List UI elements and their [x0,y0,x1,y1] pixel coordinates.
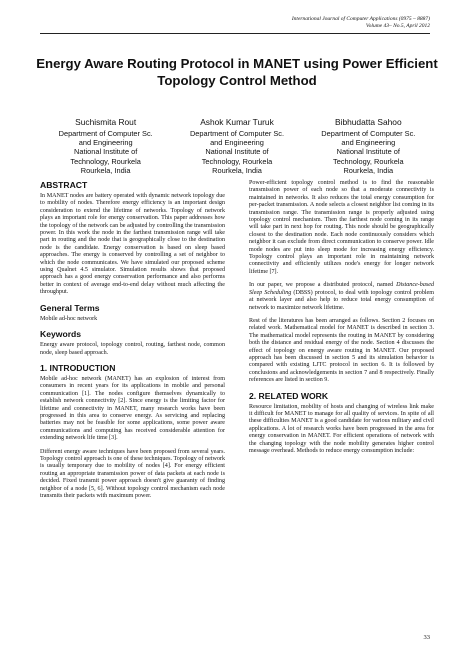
page-number: 33 [423,634,430,641]
general-terms-heading: General Terms [40,302,100,313]
introduction-heading: 1. INTRODUCTION [40,362,116,373]
author-3 [303,117,434,176]
related-work-heading: 2. RELATED WORK [249,390,329,401]
author-name: Suchismita Rout [75,117,137,127]
header-rule [40,33,430,34]
author-inst: National Institute of [336,147,400,157]
author-inst: Technology, Rourkela [333,156,404,166]
author-name: Ashok Kumar Turuk [200,117,274,127]
author-place: Rourkela, India [212,166,262,176]
author-dept: Department of Computer Sc. [321,128,416,138]
running-header [292,16,430,30]
proposal-text-a: In our paper, we propose a distributed protocol, named [249,282,397,289]
author-block [40,117,434,176]
related-work-paragraph: Resource limitation, mobility of hosts and changing of wireless link make it difficult for MANET to manage for all quality of services. In spite of all these difficulties MANET is a good candidate for various military and civil applications. A lot of research works have been progressed in the area for energy conservation in MANET. For efficient operations of network with the changing topology with the node mobility generates higher control message overhead. Methods to reduce energy consumption include: [249,403,434,454]
introduction-paragraph-2: Different energy aware techniques have been proposed from several years. Topology control approach is one of these techniques. Topology of network is usually temporary due to mobility of nodes [4]. For energy efficient routing an appropriate transmission power of data packets at each node is decided. Fixed transmit power approach doesn't give guaranty of finding neighbor of a node [5, 6]. Without topology control mechanism each node transmits their packets with maximum power. [40,448,225,499]
proposal-paragraph [249,282,434,312]
paper-title: Energy Aware Routing Protocol in MANET using Power Efficient Topology Control Method [36,56,438,88]
author-inst: Technology, Rourkela [201,156,273,166]
author-2 [171,117,302,176]
introduction-paragraph-1: Mobile ad-hoc network (MANET) has an explosion of interest from consumers in recent years for its applications in mobile and personal communication [1]. The nodes configure themselves dynamically to establish network connectivity [2]. Since energy is the limiting factor for lifetime and connectivity in MANET, many research works have been progressed in this area to conserve energy. As servicing and replacing batteries may not be feasible for some applications, some power aware communications and computing has received considerable attention for extending network life time [3]. [40,375,225,442]
author-1 [40,117,171,176]
author-dept: and Engineering [78,137,133,147]
organization-paragraph: Rest of the literatures has been arranged as follows. Section 2 focuses on related work. Mathematical model for MANET is described in section 3. The mathematical model represents the routing in MANET by considering both the distance and residual energy of the node. Section 4 discusses the effect of topology on energy aware routing in MANET. Our proposed approach has been discussed in section 5 and its simulation behavior is compared with existing LJTC protocol in section 6. It is followed by conclusions and acknowledgements in section 7 and 8 respectively. Finally references are listed in section 9. [249,317,434,384]
keywords-heading: Keywords [40,329,82,340]
author-dept: and Engineering [210,137,264,147]
author-place: Rourkela, India [343,166,394,176]
proposal-text-b: (DBSS) protocol, to deal with topology control problem at network layer and also help to reduce total energy consumption of network to maximize network lifetime. [249,289,434,311]
author-dept: and Engineering [341,137,396,147]
left-column [40,180,225,506]
author-place: Rourkela, India [80,166,131,176]
author-inst: National Institute of [205,147,269,157]
author-dept: Department of Computer Sc. [189,128,285,138]
general-terms-text: Mobile ad-hoc network [40,315,98,322]
keywords-text: Energy aware protocol, topology control, routing, farthest node, common node, sleep based approach. [40,342,225,356]
author-name: Bibhudatta Sahoo [335,117,402,127]
right-column [249,180,434,461]
volume-info: Volume 43– No.5, April 2012 [365,23,430,29]
abstract-text: In MANET nodes are battery operated with dynamic network topology due to mobility of nodes. Therefore energy efficiency is an important design consideration to extend the lifetime of networks. Topology of network plays an important role for energy conservation. This paper addresses how the topology of the network can be adjusted by controlling the transmission power. In this work the node in the farthest transmission range will take part in routing and the node that is geographically close to the destination node is the candidate. Energy conservation is based on sleep based approaches. The energy is conserved by controlling a set of neighbor to which the node communicates. We have simulated our proposed scheme using Qualnet 4.5 simulator. Simulation results shows that proposed approach has a good energy conservation performance and also performs better in context of average end-to-end delay without much affecting the throughput. [40,193,225,296]
abstract-heading: ABSTRACT [40,180,88,190]
journal-name: International Journal of Computer Applications (0975 – 8887) [291,16,430,22]
author-inst: National Institute of [74,147,138,157]
author-dept: Department of Computer Sc. [58,128,153,138]
intro-continued-paragraph: Power-efficient topology control method is to find the reasonable transmission power of each node so that a moderate connectivity is maintained in networks. It also reduces the total energy consumption for per-packet transmission. A node selects a closest neighbor list coming in its transmission range. The transmission range is properly adjusted using topology control mechanism. Then the farthest node coming in its range will take part in next hop for routing. This node should be geographically closest to the destination node. Each node continuously considers which neighbor it can exclude from direct communication to conserve power. Idle mode nodes are put into sleep mode for increasing energy efficiency. Topology control plays an important role in maintaining network connectivity and efficiently utilizes node's energy for longer network lifetime [7]. [249,180,434,275]
protocol-name: Distance-based Sleep Scheduling [249,282,434,296]
author-inst: Technology, Rourkela [70,156,141,166]
